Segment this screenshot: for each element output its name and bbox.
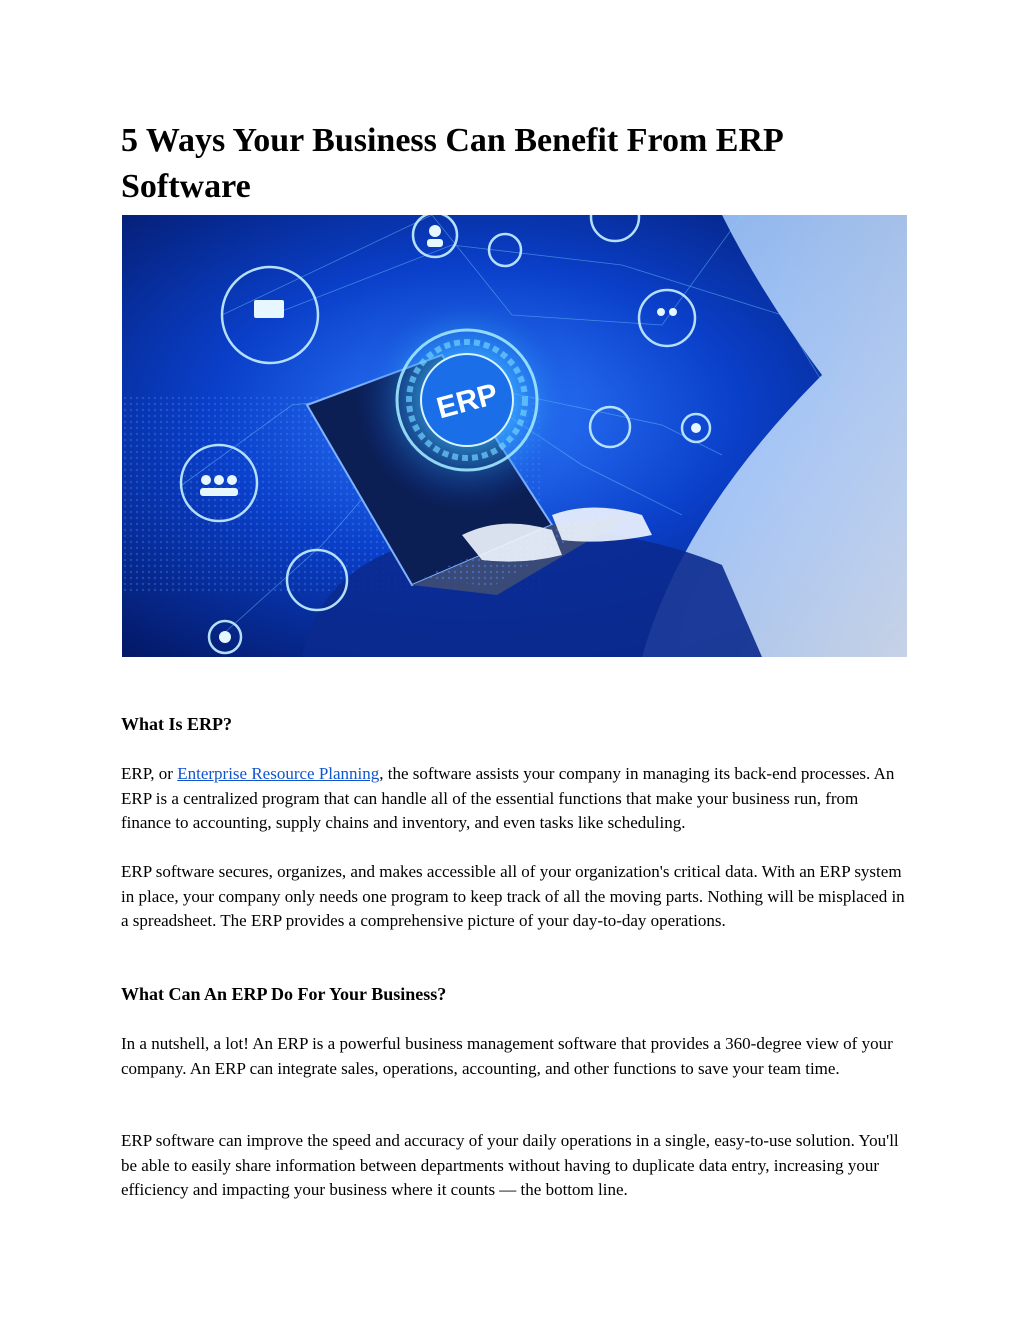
section-heading-what-is-erp: What Is ERP? xyxy=(121,714,233,734)
paragraph-erp-data: ERP software secures, organizes, and makes accessible all of your organization's critical data. With an ERP system in place, your company only needs one program to keep track of all the moving parts. Nothing will be misplaced in a spreadsheet. The ERP provides a comprehensive picture of your day-to-day operations. xyxy=(121,862,905,930)
paragraph-speed-accuracy: ERP software can improve the speed and accuracy of your daily operations in a single, easy-to-use solution. You'll be able to easily share information between departments without having to duplicate data entry, increasing your efficiency and impacting your business where it counts — the bottom line. xyxy=(121,1131,899,1199)
paragraph-erp-definition: ERP, or Enterprise Resource Planning, the software assists your company in managing its back-end processes. An ERP is a centralized program that can handle all of the essential functions that make your business run, from finance to accounting, supply chains and inventory, and even tasks like scheduling. xyxy=(121,764,895,832)
section-heading-what-can-erp-do: What Can An ERP Do For Your Business? xyxy=(121,984,447,1004)
hero-image xyxy=(122,215,907,657)
page-title: 5 Ways Your Business Can Benefit From ERP Software xyxy=(121,122,782,205)
erp-badge-label: ERP xyxy=(433,377,502,426)
paragraph-nutshell: In a nutshell, a lot! An ERP is a powerful business management software that provides a 360-degree view of your company. An ERP can integrate sales, operations, accounting, and other functions to save your team time. xyxy=(121,1034,893,1078)
enterprise-resource-planning-link[interactable]: Enterprise Resource Planning xyxy=(177,764,380,783)
